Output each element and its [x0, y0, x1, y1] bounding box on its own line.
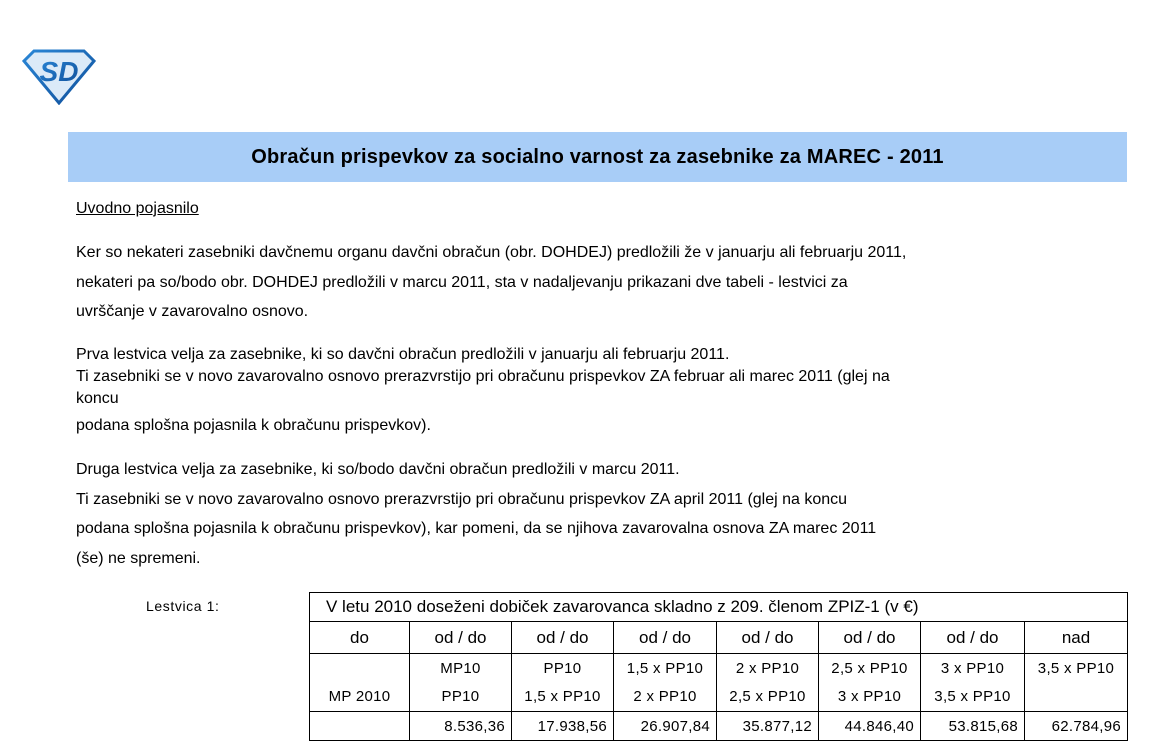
logo-text: SD — [39, 56, 79, 87]
paragraph-line: podana splošna pojasnila k obračunu prispevkov), kar pomeni, da se njihova zavarovalna osnova ZA marec 2011 — [76, 520, 877, 537]
lestvica-label: Lestvica 1: — [146, 598, 220, 614]
lestvica-table — [309, 592, 1128, 741]
table-cell: 3,5 x PP10 — [921, 682, 1025, 712]
paragraph-line: koncu — [76, 390, 119, 407]
table-cell — [310, 654, 410, 683]
paragraph-line: uvrščanje v zavarovalno osnovo. — [76, 303, 309, 320]
table-cell: 8.536,36 — [410, 712, 512, 741]
paragraph-line: Ti zasebniki se v novo zavarovalno osnovo prerazvrstijo pri obračunu prispevkov ZA februar ali marec 2011 (glej na — [76, 368, 890, 385]
table-cell: 2 x PP10 — [614, 682, 717, 712]
paragraph-line: (še) ne spremeni. — [76, 549, 201, 567]
table-cell: 2 x PP10 — [717, 654, 819, 683]
table-header-cell: od / do — [410, 622, 512, 654]
table-header-cell: od / do — [921, 622, 1025, 654]
table-cell — [1025, 682, 1128, 712]
table-cell: 2,5 x PP10 — [717, 682, 819, 712]
table-cell: 3 x PP10 — [819, 682, 921, 712]
table-header-cell: nad — [1025, 622, 1128, 654]
table-header-cell: od / do — [614, 622, 717, 654]
table-cell: 53.815,68 — [921, 712, 1025, 741]
table-cell: 17.938,56 — [512, 712, 614, 741]
paragraph-line: Prva lestvica velja za zasebnike, ki so davčni obračun predložili v januarju ali februarju 2011. — [76, 346, 730, 363]
table-header-cell: od / do — [819, 622, 921, 654]
table-cell: 44.846,40 — [819, 712, 921, 741]
table-caption: V letu 2010 doseženi dobiček zavarovanca skladno z 209. členom ZPIZ-1 (v €) — [310, 593, 1128, 622]
table-cell: 3 x PP10 — [921, 654, 1025, 683]
page-title: Obračun prispevkov za socialno varnost za zasebnike za MAREC - 2011 — [251, 145, 944, 168]
table-cell: 1,5 x PP10 — [614, 654, 717, 683]
paragraph-line: Ti zasebniki se v novo zavarovalno osnovo prerazvrstijo pri obračunu prispevkov ZA april 2011 (glej na koncu — [76, 490, 848, 508]
table-header-cell: od / do — [717, 622, 819, 654]
paragraph-line: Ker so nekateri zasebniki davčnemu organu davčni obračun (obr. DOHDEJ) predložili že v januarju ali februarju 2011, — [76, 244, 907, 261]
paragraph-line: Druga lestvica velja za zasebnike, ki so/bodo davčni obračun predložili v marcu 2011. — [76, 461, 680, 478]
paragraph-1 — [76, 241, 906, 330]
paragraph-line: nekateri pa so/bodo obr. DOHDEJ predložili v marcu 2011, sta v nadaljevanju prikazani dve tabeli - lestvici za — [76, 273, 848, 291]
table-cell: 1,5 x PP10 — [512, 682, 614, 712]
table-cell: PP10 — [512, 654, 614, 683]
table-cell: 3,5 x PP10 — [1025, 654, 1128, 683]
paragraph-2 — [76, 344, 890, 437]
table-row — [310, 654, 1128, 683]
table-header-row — [310, 622, 1128, 654]
table-row — [310, 712, 1128, 741]
table-cell: 35.877,12 — [717, 712, 819, 741]
title-banner — [68, 132, 1127, 182]
table-cell: MP 2010 — [310, 682, 410, 712]
table-cell: 62.784,96 — [1025, 712, 1128, 741]
table-header-cell: do — [310, 622, 410, 654]
table-cell: 26.907,84 — [614, 712, 717, 741]
table-cell: PP10 — [410, 682, 512, 712]
table-row — [310, 682, 1128, 712]
table-cell — [310, 712, 410, 741]
paragraph-line: podana splošna pojasnila k obračunu prispevkov). — [76, 417, 431, 434]
intro-heading: Uvodno pojasnilo — [76, 200, 199, 217]
sd-shield-logo-icon — [22, 47, 96, 105]
paragraph-3 — [76, 459, 876, 577]
table-header-cell: od / do — [512, 622, 614, 654]
table-cell: MP10 — [410, 654, 512, 683]
table-cell: 2,5 x PP10 — [819, 654, 921, 683]
